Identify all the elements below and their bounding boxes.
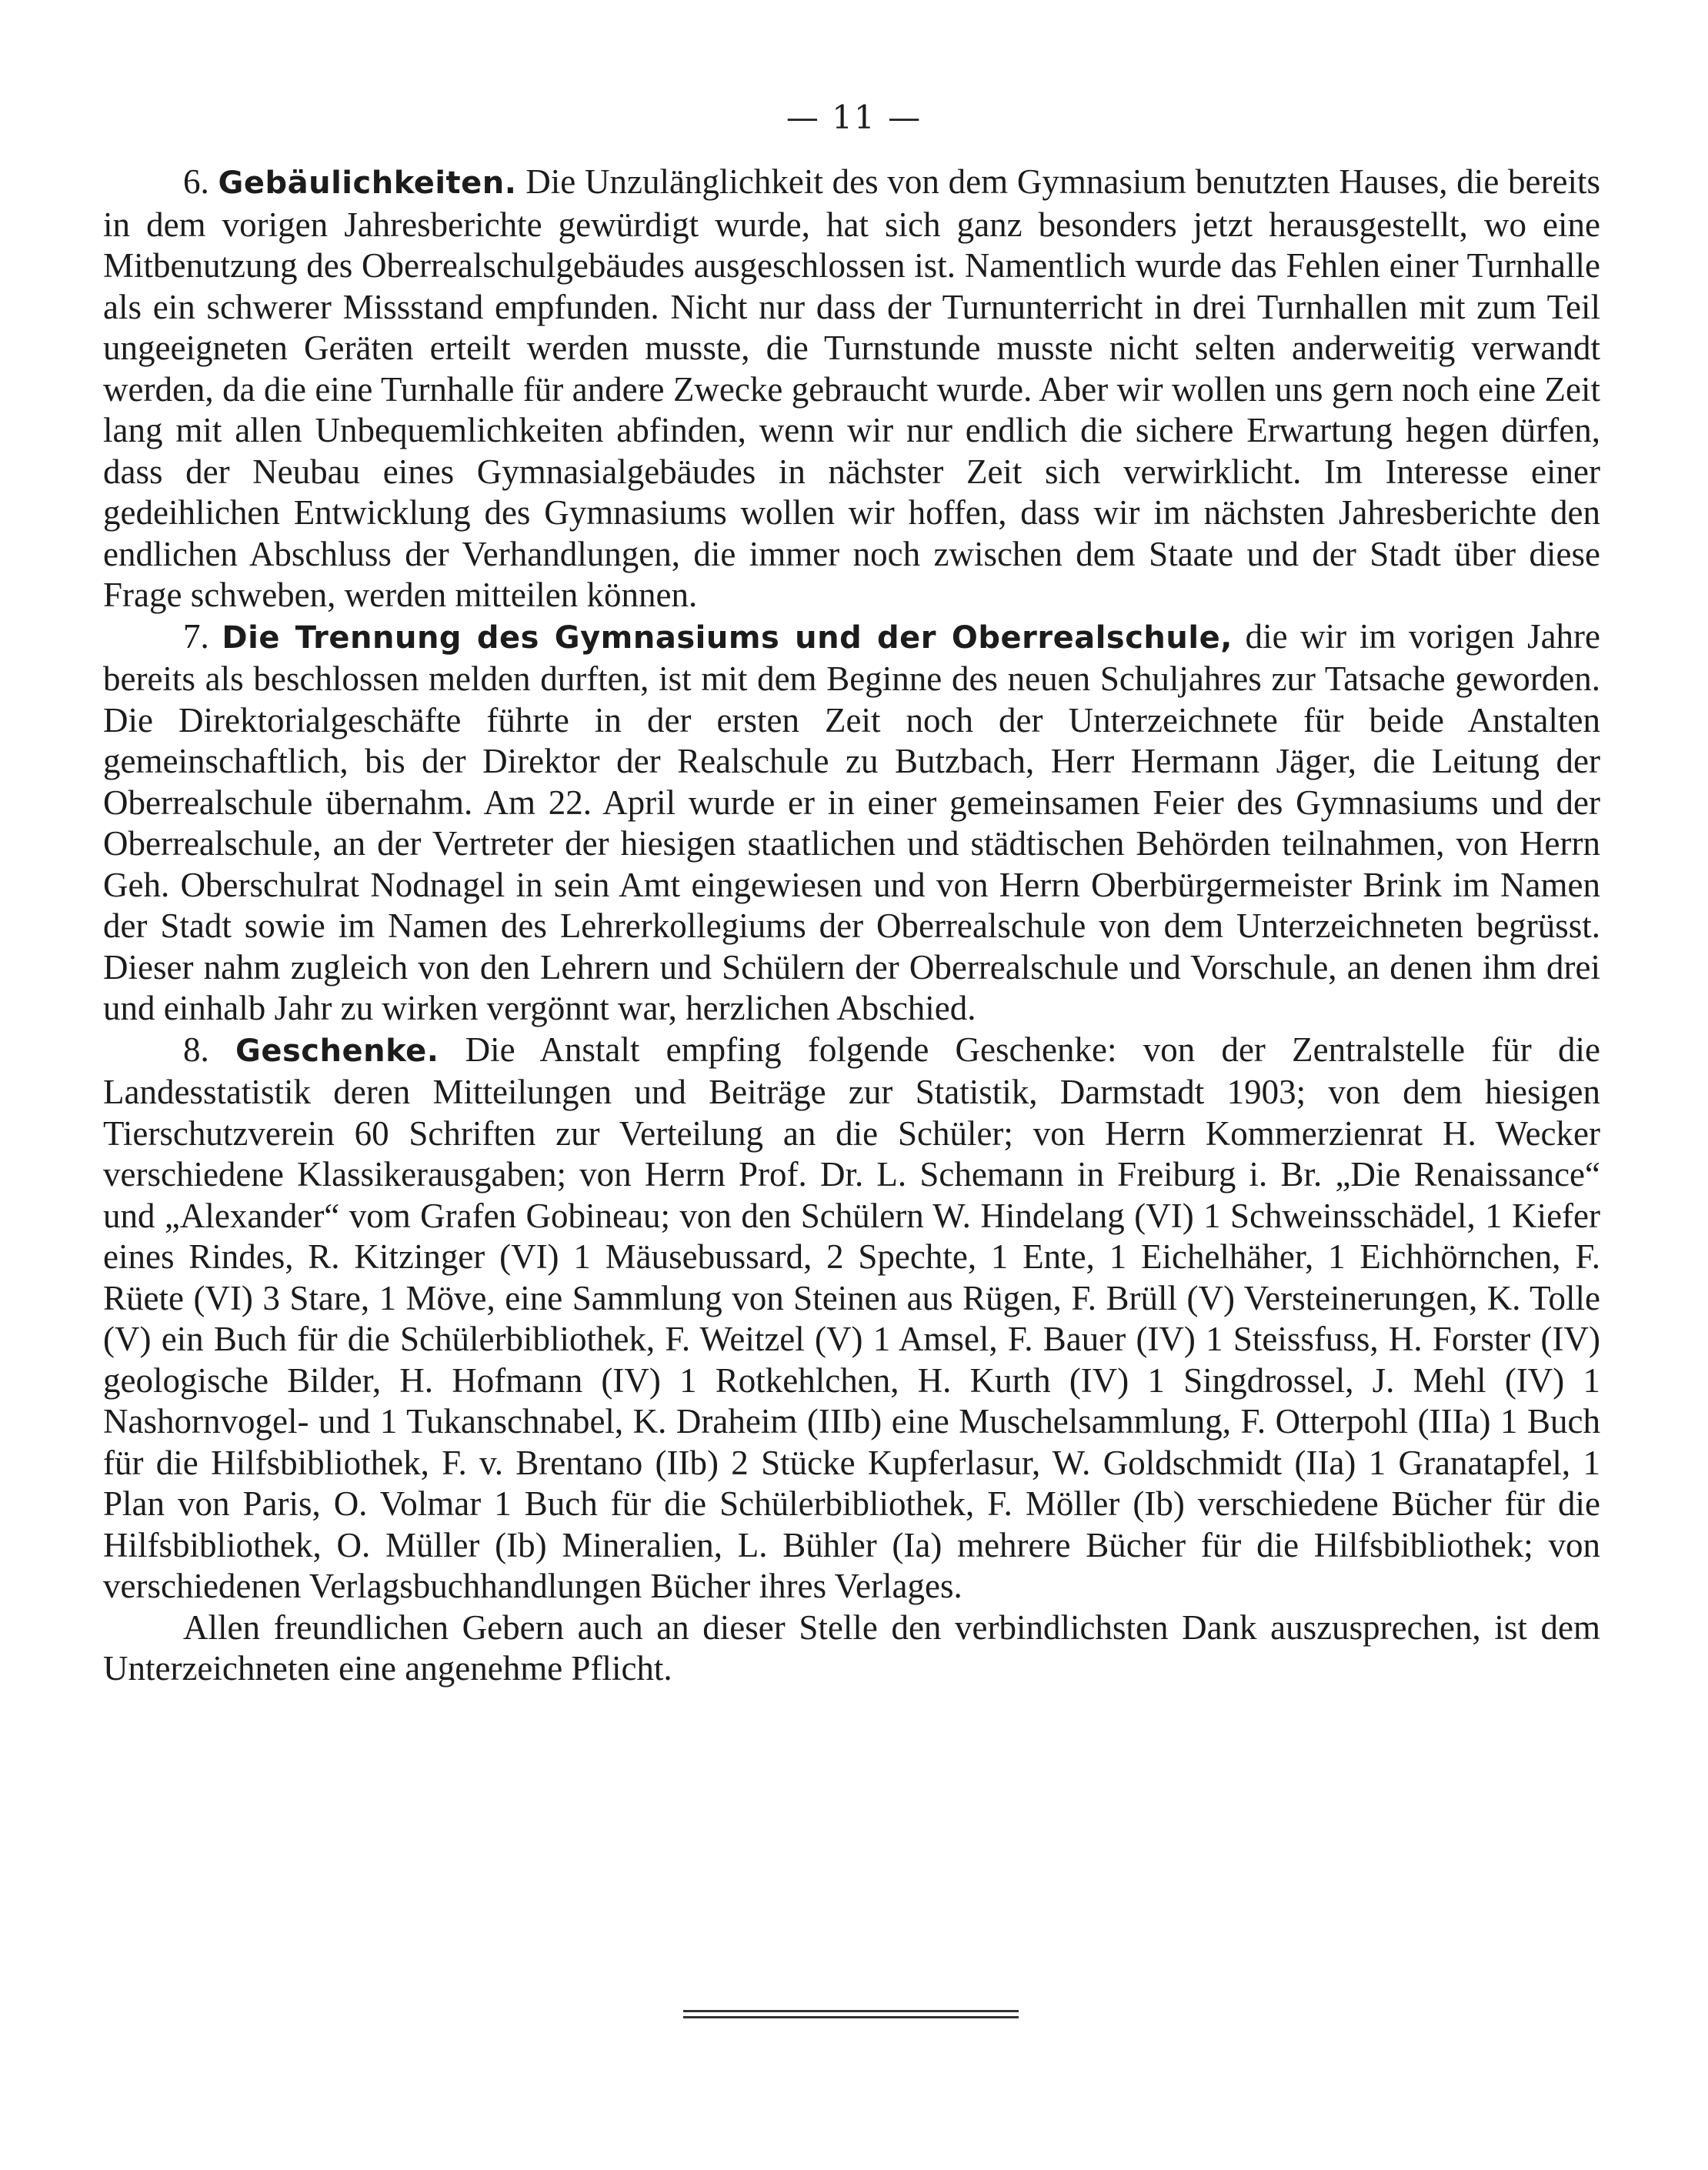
section-8-paragraph: [103, 1030, 1600, 1607]
section-8-number: 8.: [183, 1030, 209, 1069]
section-8-body: Die Anstalt empfing folgende Geschenke: von der Zentralstelle für die Landesstatistik deren Mitteilungen und Beiträge zur Statistik, Darmstadt 1903; von dem hiesigen Tierschutzverein 60 Schriften zur Verteilung an die Schüler; von Herrn Kommerzienrat H. Wecker verschiedene Klassikerausgaben; von Herrn Prof. Dr. L. Schemann in Freiburg i. Br. „Die Renaissance“ und „Alexander“ vom Grafen Gobineau; von den Schülern W. Hindelang (VI) 1 Schweinsschädel, 1 Kiefer eines Rindes, R. Kitzinger (VI) 1 Mäusebussard, 2 Spechte, 1 Ente, 1 Eichelhäher, 1 Eichhörnchen, F. Rüete (VI) 3 Stare, 1 Möve, eine Sammlung von Steinen aus Rügen, F. Brüll (V) Versteinerungen, K. Tolle (V) ein Buch für die Schülerbibliothek, F. Weitzel (V) 1 Amsel, F. Bauer (IV) 1 Steissfuss, H. Forster (IV) geologische Bilder, H. Hofmann (IV) 1 Rotkehlchen, H. Kurth (IV) 1 Singdrossel, J. Mehl (IV) 1 Nashornvogel- und 1 Tukanschnabel, K. Draheim (IIIb) eine Muschelsammlung, F. Otterpohl (IIIa) 1 Buch für die Hilfsbibliothek, F. v. Brentano (IIb) 2 Stücke Kupferlasur, W. Goldschmidt (IIa) 1 Granatapfel, 1 Plan von Paris, O. Volmar 1 Buch für die Schülerbibliothek, F. Möller (Ib) verschiedene Bücher für die Hilfsbibliothek, O. Müller (Ib) Mineralien, L. Bühler (Ia) mehrere Bücher für die Hilfsbibliothek; von verschiedenen Verlagsbuchhandlungen Bücher ihres Verlages.: [103, 1030, 1600, 1605]
section-6-number: 6.: [183, 162, 209, 201]
section-7-number: 7.: [183, 616, 209, 656]
divider-line: [683, 2016, 1019, 2018]
closing-paragraph: Allen freundlichen Gebern auch an dieser Stelle den verbindlichsten Dank auszusprechen, ist dem Unterzeichneten eine angenehme Pflicht.: [103, 1607, 1600, 1688]
section-6-paragraph: [103, 162, 1600, 616]
section-7-body: die wir im vorigen Jahre bereits als beschlossen melden durften, ist mit dem Beginne des neuen Schuljahres zur Tatsache geworden. Die Direktorialgeschäfte führte in der ersten Zeit noch der Unterzeichnete für beide Anstalten gemeinschaftlich, bis der Direktor der Realschule zu Butzbach, Herr Hermann Jäger, die Leitung der Oberrealschule übernahm. Am 22. April wurde er in einer gemeinsamen Feier des Gymnasiums und der Oberrealschule, an der Vertreter der hiesigen staatlichen und städtischen Behörden teilnahmen, von Herrn Geh. Oberschulrat Nodnagel in sein Amt eingewiesen und von Herrn Oberbürgermeister Brink im Namen der Stadt sowie im Namen des Lehrerkollegiums der Oberrealschule von dem Unterzeichneten begrüsst. Dieser nahm zugleich von den Lehrern und Schülern der Oberrealschule und Vorschule, an denen ihm drei und einhalb Jahr zu wirken vergönnt war, herzlichen Abschied.: [103, 616, 1601, 1027]
section-6-heading: Gebäulichkeiten.: [218, 165, 517, 201]
document-body: [103, 162, 1600, 1690]
page-number: — 11 —: [786, 98, 922, 136]
section-6-body: Die Unzulänglichkeit des von dem Gymnasium benutzten Hauses, die bereits in dem vorigen Jahresberichte gewürdigt wurde, hat sich ganz besonders jetzt herausgestellt, wo eine Mitbenutzung des Oberrealschulgebäudes ausgeschlossen ist. Namentlich wurde das Fehlen einer Turnhalle als ein schwerer Missstand empfunden. Nicht nur dass der Turnunterricht in drei Turnhallen mit zum Teil ungeeigneten Geräten erteilt werden musste, die Turnstunde musste nicht selten anderweitig verwandt werden, da die eine Turnhalle für andere Zwecke gebraucht wurde. Aber wir wollen uns gern noch eine Zeit lang mit allen Unbequemlichkeiten abfinden, wenn wir nur endlich die sichere Erwartung hegen dürfen, dass der Neubau eines Gymnasialgebäudes in nächster Zeit sich verwirklicht. Im Interesse einer gedeihlichen Entwicklung des Gymnasiums wollen wir hoffen, dass wir im nächsten Jahresberichte den endlichen Abschluss der Verhandlungen, die immer noch zwischen dem Staate und der Stadt über diese Frage schweben, werden mitteilen können.: [103, 162, 1600, 614]
closing-divider: [683, 2010, 1019, 2022]
section-7-heading: Die Trennung des Gymnasiums und der Oberrealschule,: [222, 619, 1233, 656]
section-8-heading: Geschenke.: [235, 1033, 439, 1069]
section-7-paragraph: [103, 616, 1600, 1030]
divider-line: [683, 2010, 1019, 2012]
